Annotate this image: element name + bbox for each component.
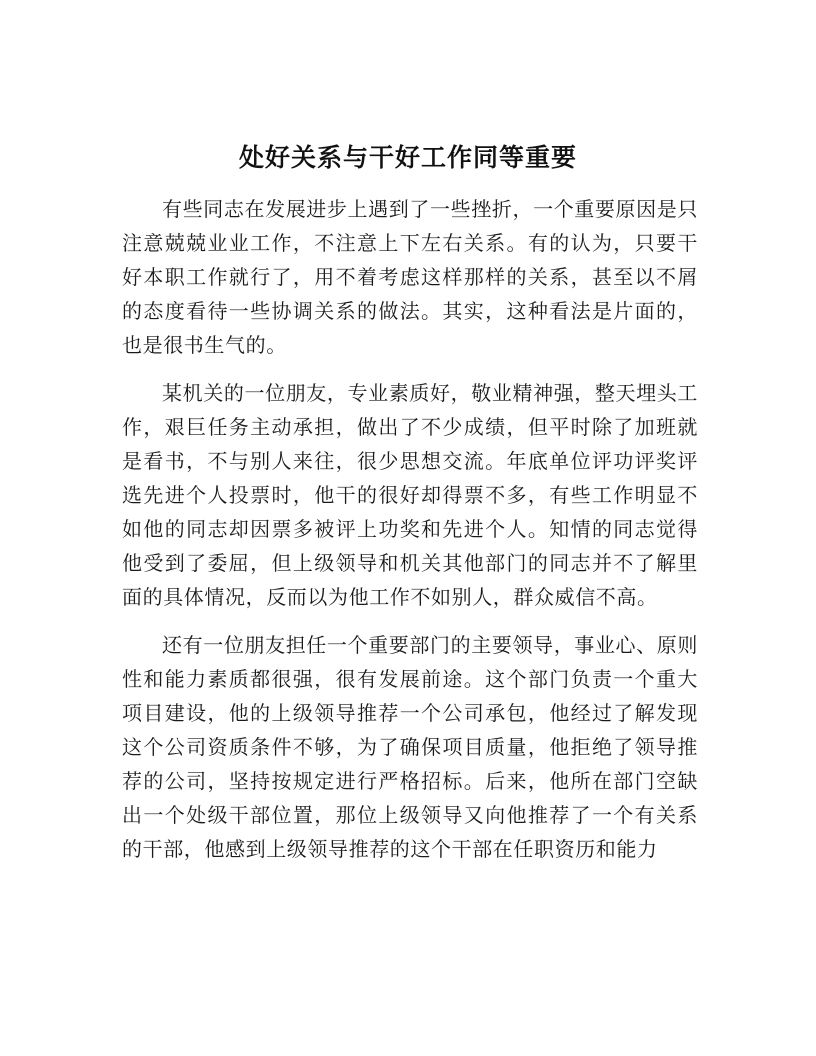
paragraph-1: 有些同志在发展进步上遇到了一些挫折，一个重要原因是只注意兢兢业业工作，不注意上下左右关系。有的认为，只要干好本职工作就行了，用不着考虑这样那样的关系，甚至以不屑的态度看待一些协调关系的做法。其实，这种看法是片面的，也是很书生气的。 (122, 197, 698, 357)
document-title: 处好关系与干好工作同等重要 (238, 143, 577, 172)
document-body (122, 192, 698, 880)
paragraph-3: 还有一位朋友担任一个重要部门的主要领导，事业心、原则性和能力素质都很强，很有发展前途。这个部门负责一个重大项目建设，他的上级领导推荐一个公司承包，他经过了解发现这个公司资质条件不够，为了确保项目质量，他拒绝了领导推荐的公司，坚持按规定进行严格招标。后来，他所在部门空缺出一个处级干部位置，那位上级领导又向他推荐了一个有关系的干部，他感到上级领导推荐的这个干部在任职资历和能力 (122, 633, 698, 861)
paragraph-2: 某机关的一位朋友，专业素质好，敬业精神强，整天埋头工作，艰巨任务主动承担，做出了不少成绩，但平时除了加班就是看书，不与别人来往，很少思想交流。年底单位评功评奖评选先进个人投票时，他干的很好却得票不多，有些工作明显不如他的同志却因票多被评上功奖和先进个人。知情的同志觉得他受到了委屈，但上级领导和机关其他部门的同志并不了解里面的具体情况，反而以为他工作不如别人，群众威信不高。 (122, 381, 698, 609)
